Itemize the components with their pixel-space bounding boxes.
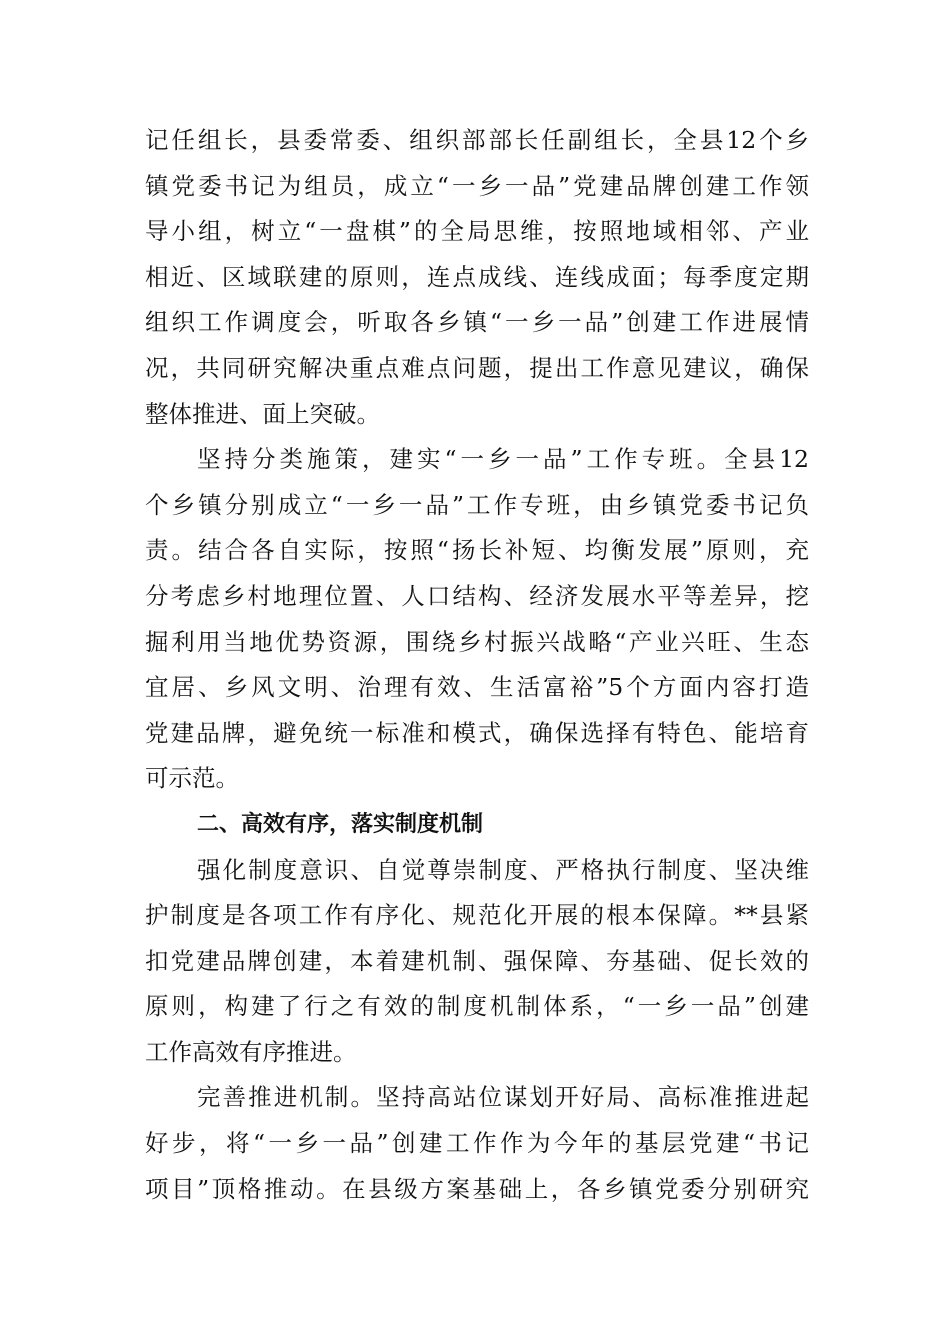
paragraph-4	[145, 1075, 809, 1212]
text-line: 个乡镇分别成立“一乡一品”工作专班，由乡镇党委书记负	[145, 490, 809, 519]
text-line: 镇党委书记为组员，成立“一乡一品”党建品牌创建工作领	[145, 171, 809, 200]
section-heading: 二、高效有序，落实制度机制	[197, 811, 484, 837]
text-line: 强化制度意识、自觉尊崇制度、严格执行制度、坚决维	[197, 855, 809, 884]
text-line: 坚持分类施策，建实“一乡一品”工作专班。全县12	[197, 445, 809, 474]
text-line: 相近、区域联建的原则，连点成线、连线成面；每季度定期	[145, 262, 809, 291]
paragraph-3	[145, 848, 809, 1076]
text-line: 记任组长，县委常委、组织部部长任副组长，全县12个乡	[145, 126, 809, 154]
text-line: 扣党建品牌创建，本着建机制、强保障、夯基础、促长效的	[145, 946, 809, 975]
text-line: 责。结合各自实际，按照“扬长补短、均衡发展”原则，充	[145, 536, 809, 565]
text-line: 工作高效有序推进。	[145, 1037, 357, 1066]
text-line: 分考虑乡村地理位置、人口结构、经济发展水平等差异，挖	[145, 581, 809, 610]
text-line: 好步，将“一乡一品”创建工作作为今年的基层党建“书记	[145, 1129, 809, 1158]
text-line: 项目”顶格推动。在县级方案基础上，各乡镇党委分别研究	[145, 1174, 809, 1203]
text-line: 组织工作调度会，听取各乡镇“一乡一品”创建工作进展情	[145, 308, 809, 337]
text-line: 原则，构建了行之有效的制度机制体系，“一乡一品”创建	[145, 992, 809, 1021]
text-line: 整体推进、面上突破。	[145, 399, 380, 428]
text-line: 掘利用当地优势资源，围绕乡村振兴战略“产业兴旺、生态	[145, 627, 809, 656]
text-line: 可示范。	[145, 764, 239, 793]
text-line: 护制度是各项工作有序化、规范化开展的根本保障。**县紧	[145, 901, 809, 930]
text-line: 党建品牌，避免统一标准和模式，确保选择有特色、能培育	[145, 718, 809, 747]
paragraph-1	[145, 118, 809, 437]
document-body	[145, 118, 809, 1212]
paragraph-2	[145, 437, 809, 802]
text-line: 况，共同研究解决重点难点问题，提出工作意见建议，确保	[145, 353, 809, 382]
text-line: 宜居、乡风文明、治理有效、生活富裕”5个方面内容打造	[145, 673, 809, 702]
text-line: 导小组，树立“一盘棋”的全局思维，按照地域相邻、产业	[145, 217, 809, 246]
text-line: 完善推进机制。坚持高站位谋划开好局、高标准推进起	[197, 1083, 809, 1112]
